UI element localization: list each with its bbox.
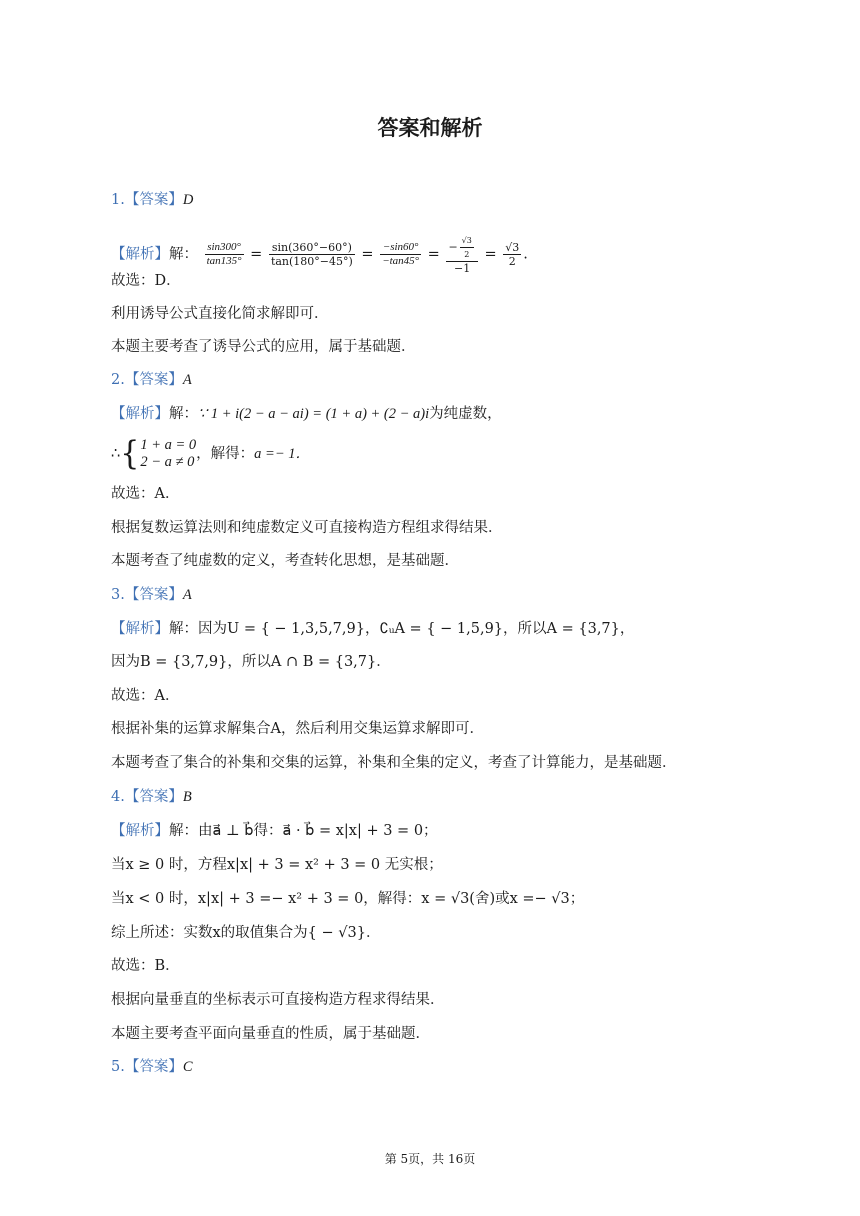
q4-method: 根据向量垂直的坐标表示可直接构造方程求得结果． (111, 992, 445, 1008)
q1-answer: D (182, 192, 194, 208)
q1-analysis-line: 【解析】解： $\frac{\sin 300^\circ}{\tan 135^\circ}$ = $\frac{\sin(360^\circ-60^\circ)}{\tan(180^\circ-45^\circ)}$ = $\frac{-\sin 60^\circ}{-\tan 45^\circ}$ = − $\frac{√3}{2}$ −1 = $\frac{√3}{2}$ . (111, 236, 528, 275)
q3-line2: 因为B = {3,7,9}，所以A ∩ B = {3,7}． (111, 654, 391, 670)
page-title: 答案和解析 (377, 116, 483, 140)
q2-analysis-line (111, 404, 502, 424)
q1-fraction-1: $\frac{\sin 300^\circ}{\tan 135^\circ}$ (206, 241, 242, 267)
analysis-label: 【解析】 (111, 406, 169, 422)
q2-line2-tail: ，解得： (196, 446, 255, 462)
q3-answer-line (111, 585, 192, 605)
q4-line4: 综上所述：实数x的取值集合为{ − √3}． (111, 925, 381, 941)
q2-result: a =− 1． (254, 446, 310, 462)
q2-answer-line (111, 370, 192, 390)
analysis-label: 【解析】 (111, 246, 169, 263)
q4-number: 4. (111, 789, 125, 805)
q2-choose: 故选：A． (111, 486, 180, 502)
q1-fraction-3: $\frac{-\sin 60^\circ}{-\tan 45^\circ}$ (382, 241, 420, 267)
q4-line2: 当x ≥ 0 时，方程x|x| + 3 = x² + 3 = 0 无实根； (111, 857, 443, 873)
q2-line1-tail: 为纯虚数， (429, 406, 502, 422)
q1-fraction-4: − $\frac{√3}{2}$ −1 (446, 234, 477, 275)
q2-answer: A (182, 372, 192, 388)
q1-answer-line (111, 190, 193, 210)
answer-label: 【答案】 (124, 1059, 183, 1075)
q4-answer-line (111, 787, 192, 807)
q1-summary: 本题主要考查了诱导公式的应用，属于基础题． (111, 339, 416, 355)
q3-summary: 本题考查了集合的补集和交集的运算，补集和全集的定义，考查了计算能力，是基础题． (111, 755, 677, 771)
q4-line3: 当x < 0 时，x|x| + 3 =− x² + 3 = 0，解得：x = √3(舍)或x =− √3； (111, 891, 585, 907)
analysis-label: 【解析】 (111, 621, 169, 637)
answer-label: 【答案】 (124, 587, 183, 603)
q4-line1: 解：由a⃗ ⊥ b⃗得：a⃗ · b⃗ = x|x| + 3 = 0； (169, 823, 438, 839)
q4-analysis-line (111, 821, 438, 841)
q3-number: 3. (111, 587, 125, 603)
q4-answer: B (182, 789, 192, 805)
answer-label: 【答案】 (124, 372, 183, 388)
q1-fraction-2: $\frac{\sin(360^\circ-60^\circ)}{\tan(180^\circ-45^\circ)}$ (270, 241, 353, 268)
q2-system-line (111, 436, 310, 472)
q2-prefix: 解： (169, 406, 198, 422)
q3-analysis-line (111, 619, 634, 639)
q1-choose: 故选：D． (111, 273, 181, 289)
page-footer: 第 5页，共 16页 (384, 1152, 476, 1166)
therefore-symbol: ∴ (111, 446, 121, 462)
q3-answer: A (182, 587, 192, 603)
answer-label: 【答案】 (124, 192, 183, 208)
q2-expression: ∵ 1 + i(2 − a − ai) = (1 + a) + (2 − a)i (198, 406, 430, 422)
q2-equation-system: 1 + a = 0 2 − a ≠ 0 (140, 437, 197, 470)
answer-label: 【答案】 (124, 789, 183, 805)
q5-answer: C (182, 1059, 193, 1075)
analysis-label: 【解析】 (111, 823, 169, 839)
q1-fraction-5: $\frac{√3}{2}$ (505, 241, 520, 268)
left-brace: { (120, 434, 140, 473)
q5-answer-line (111, 1057, 193, 1077)
q3-method: 根据补集的运算求解集合A，然后利用交集运算求解即可． (111, 721, 484, 737)
q3-line1: 解：因为U = { − 1,3,5,7,9}，∁ᵤA = { − 1,5,9}，所以A = {3,7}， (169, 621, 635, 637)
q2-summary: 本题考查了纯虚数的定义，考查转化思想，是基础题． (111, 553, 459, 569)
q3-choose: 故选：A． (111, 688, 180, 704)
q2-method: 根据复数运算法则和纯虚数定义可直接构造方程组求得结果． (111, 520, 503, 536)
q4-choose: 故选：B． (111, 958, 180, 974)
q1-number: 1. (111, 192, 125, 208)
q5-number: 5. (111, 1059, 125, 1075)
q1-prefix: 解： (169, 246, 198, 263)
q2-number: 2. (111, 372, 125, 388)
q1-method: 利用诱导公式直接化简求解即可． (111, 306, 329, 322)
q4-summary: 本题主要考查平面向量垂直的性质，属于基础题． (111, 1026, 430, 1042)
